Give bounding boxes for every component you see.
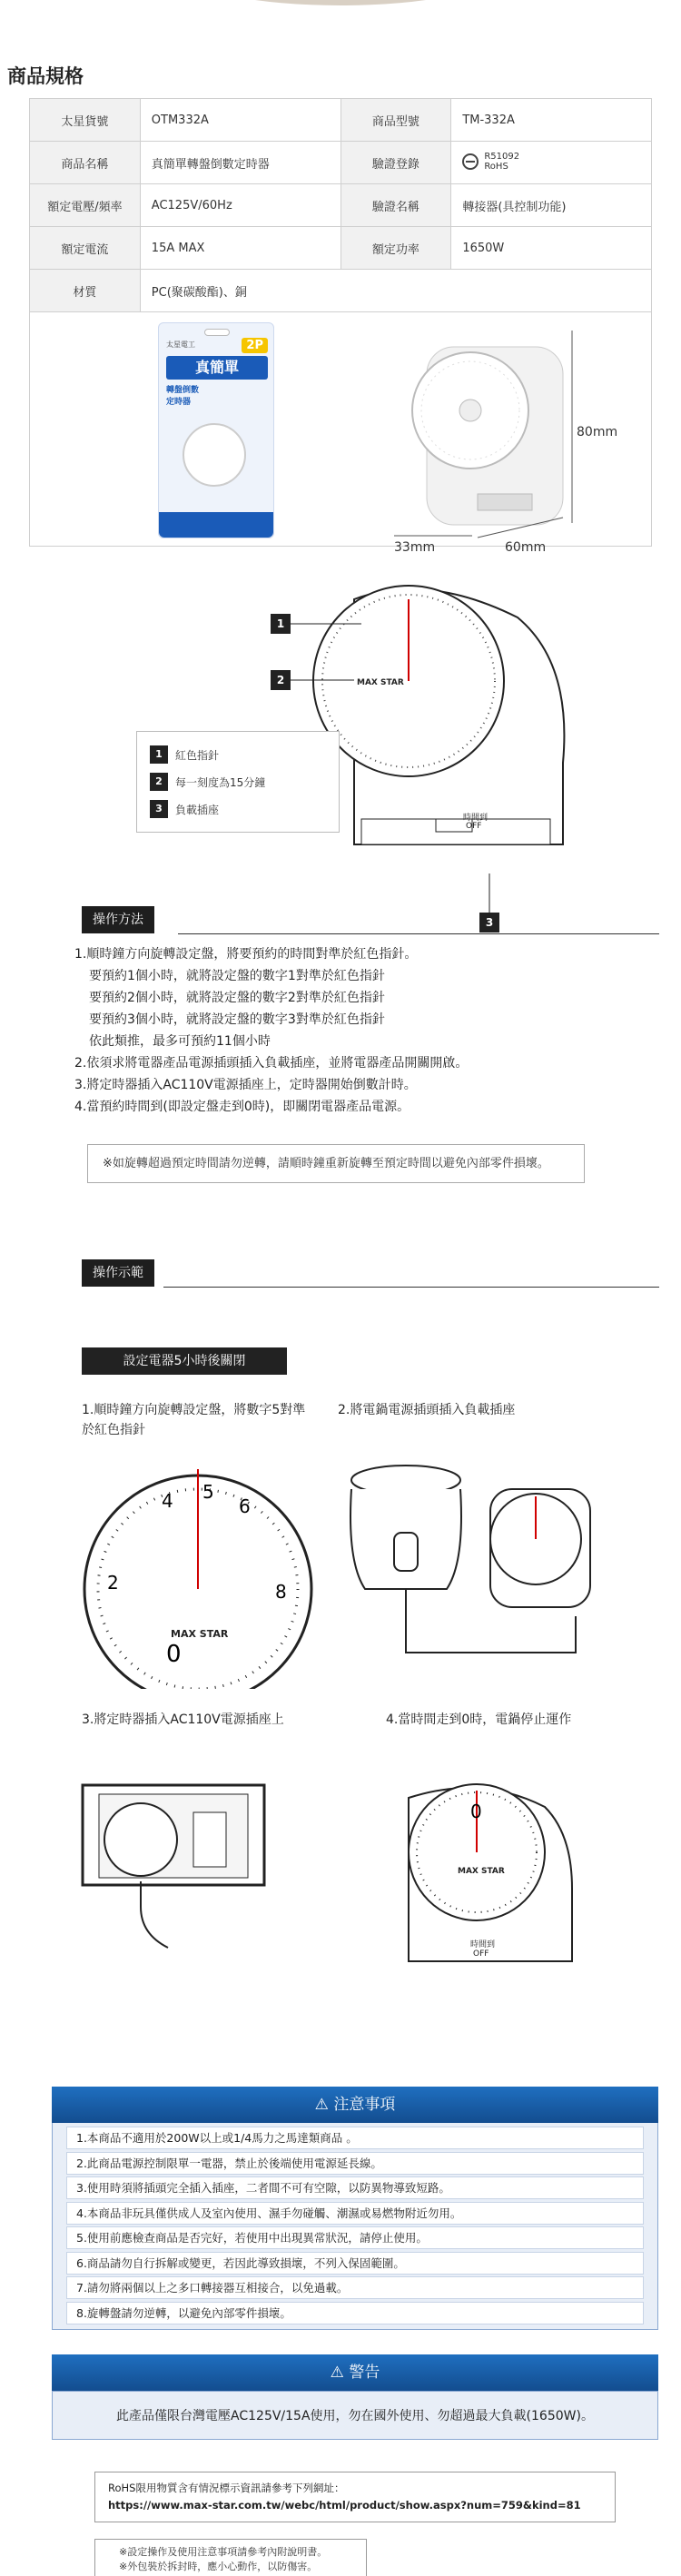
rohs-icon: [462, 153, 479, 170]
svg-text:2: 2: [107, 1572, 119, 1594]
list-item: 1 紅色指針: [150, 741, 326, 768]
timer-up-label: 時間到: [463, 814, 489, 823]
section-title: 商品規格: [7, 65, 84, 87]
spec-value: PC(聚碳酸酯)、銅: [140, 270, 651, 312]
example-step-1: 1.順時鐘方向旋轉設定盤，將數字5對準於紅色指針: [82, 1403, 306, 1437]
spec-key: 額定電流: [30, 227, 141, 270]
callout-3: 3: [479, 913, 499, 933]
spec-value: 15A MAX: [140, 227, 340, 270]
package-title: 真簡單: [166, 356, 268, 380]
height-dimension: 80mm: [577, 425, 618, 439]
example-subtitle: 設定電器5小時後關閉: [82, 1347, 287, 1375]
package-tag: 2P: [242, 338, 268, 353]
spec-key: 驗證名稱: [340, 184, 451, 227]
list-item: 3.使用時須將插頭完全插入插座，二者間不可有空隙，以防異物導致短路。: [66, 2176, 644, 2199]
callout-2: 2: [271, 670, 291, 690]
list-item: 6.商品請勿自行拆解或變更，若因此導致損壞，不列入保固範圍。: [66, 2252, 644, 2275]
parts-legend: [136, 731, 340, 833]
spec-value: 1650W: [451, 227, 652, 270]
list-item: 3 負載插座: [150, 795, 326, 823]
usage-note: ※如旋轉超過預定時間請勿逆轉，請順時鐘重新旋轉至預定時間以避免內部零件損壞。: [87, 1144, 585, 1183]
list-item: 4.本商品非玩具僅供成人及室內使用、濕手勿碰觸、潮濕或易燃物附近勿用。: [66, 2202, 644, 2225]
spec-value: OTM332A: [140, 99, 340, 142]
dial-brand: MAX STAR: [171, 1628, 229, 1640]
package-brand: 太星電工: [166, 341, 195, 349]
example-step-2: 2.將電鍋電源插頭插入負載插座: [338, 1403, 516, 1417]
svg-text:6: 6: [239, 1495, 251, 1517]
svg-text:4: 4: [162, 1490, 173, 1512]
callout-1: 1: [271, 614, 291, 634]
list-item: ※外包裝於拆封時，應小心動作，以防傷害。: [119, 2561, 318, 2572]
package-dial: [183, 423, 246, 487]
table-row: [30, 142, 652, 184]
spec-key: 額定功率: [340, 227, 451, 270]
svg-text:8: 8: [275, 1581, 287, 1603]
width-dimension: 33mm: [394, 540, 436, 555]
table-row: [30, 270, 652, 312]
rohs-mark: [462, 152, 519, 172]
package-subtitle: 轉盤倒數 定時器: [166, 386, 200, 407]
wall-socket-illustration: [77, 1780, 272, 1961]
list-item: 依此類推，最多可預約11個小時: [89, 1034, 271, 1049]
spec-key: 商品型號: [340, 99, 451, 142]
list-item: 要預約2個小時，就將設定盤的數字2對準於紅色指針: [89, 991, 385, 1005]
list-item: 7.請勿將兩個以上之多口轉接器互相接合，以免過載。: [66, 2276, 644, 2299]
rohs-info: [94, 2472, 616, 2522]
alert-text: 此產品僅限台灣電壓AC125V/15A使用，勿在國外使用、勿超過最大負載(1650W)。: [52, 2391, 658, 2440]
svg-text:0: 0: [166, 1641, 182, 1668]
list-item: 2 每一刻度為15分鐘: [150, 768, 326, 795]
list-item: 1.本商品不適用於200W以上或1/4馬力之馬達類商品 。: [66, 2127, 644, 2149]
list-item: 5.使用前應檢查商品是否完好，若使用中出現異常狀況，請停止使用。: [66, 2226, 644, 2249]
list-item: 4.當預約時間到(即設定盤走到0時)，即關閉電器產品電源。: [74, 1100, 410, 1114]
list-item: 要預約1個小時，就將設定盤的數字1對準於紅色指針: [89, 969, 385, 983]
example-step-4: 4.當時間走到0時，電鍋停止運作: [386, 1712, 572, 1727]
rice-cooker-illustration: [338, 1453, 610, 1680]
spec-value: AC125V/60Hz: [140, 184, 340, 227]
list-item: 1.順時鐘方向旋轉設定盤，將要預約的時間對準於紅色指針。: [74, 947, 418, 962]
svg-text:0: 0: [470, 1801, 482, 1822]
table-row: [30, 227, 652, 270]
table-row: [30, 184, 652, 227]
spec-key: 商品名稱: [30, 142, 141, 184]
spec-value: 轉接器(具控制功能): [451, 184, 652, 227]
off-label: OFF: [466, 822, 482, 831]
rohs-info-text: RoHS限用物質含有情況標示資訊請參考下列網址：: [108, 2482, 345, 2494]
list-item: 2.此商品電源控制限單一電器，禁止於後端使用電源延長線。: [66, 2152, 644, 2175]
dial-set-5-illustration: [80, 1453, 316, 1689]
timer-up-label: 時間到: [470, 1940, 496, 1949]
package-footer: [159, 512, 273, 538]
list-item: 3.將定時器插入AC110V電源插座上，定時器開始倒數計時。: [74, 1078, 417, 1092]
final-notes: [94, 2539, 367, 2576]
warning-title: ⚠ 注意事項: [52, 2087, 658, 2123]
dial-brand: MAX STAR: [357, 678, 404, 687]
list-item: 2.依須求將電器產品電源插頭插入負載插座，並將電器產品開關開啟。: [74, 1056, 469, 1071]
alert-title: ⚠ 警告: [52, 2354, 658, 2391]
top-product-edge: [186, 0, 495, 5]
product-package-image: [158, 322, 274, 538]
spec-value: TM-332A: [451, 99, 652, 142]
depth-dimension: 60mm: [505, 540, 547, 555]
spec-key: 太星貨號: [30, 99, 141, 142]
list-item: 要預約3個小時，就將設定盤的數字3對準於紅色指針: [89, 1012, 385, 1027]
spec-key: 材質: [30, 270, 141, 312]
rohs-url[interactable]: https://www.max-star.com.tw/webc/html/product/show.aspx?num=759&kind=81: [108, 2499, 581, 2512]
divider: [163, 1287, 659, 1288]
spec-value: [451, 142, 652, 184]
off-label: OFF: [473, 1949, 489, 1959]
usage-steps: [74, 943, 468, 1118]
list-item: ※設定操作及使用注意事項請參考內附說明書。: [119, 2546, 328, 2558]
svg-text:5: 5: [202, 1481, 214, 1503]
rohs-label: RoHS: [484, 162, 508, 172]
hang-hole: [204, 329, 230, 336]
dimension-lines: [390, 327, 581, 545]
example-title: 操作示範: [82, 1259, 154, 1287]
divider: [178, 933, 659, 934]
list-item: 8.旋轉盤請勿逆轉，以避免內部零件損壞。: [66, 2302, 644, 2324]
table-row: [30, 99, 652, 142]
cert-number: R51092: [484, 152, 520, 162]
spec-key: 額定電壓/頻率: [30, 184, 141, 227]
usage-title: 操作方法: [82, 906, 154, 933]
dial-brand: MAX STAR: [458, 1867, 505, 1876]
spec-value: 真簡單轉盤倒數定時器: [140, 142, 340, 184]
spec-key: 驗證登錄: [340, 142, 451, 184]
example-step-3: 3.將定時器插入AC110V電源插座上: [82, 1712, 284, 1727]
